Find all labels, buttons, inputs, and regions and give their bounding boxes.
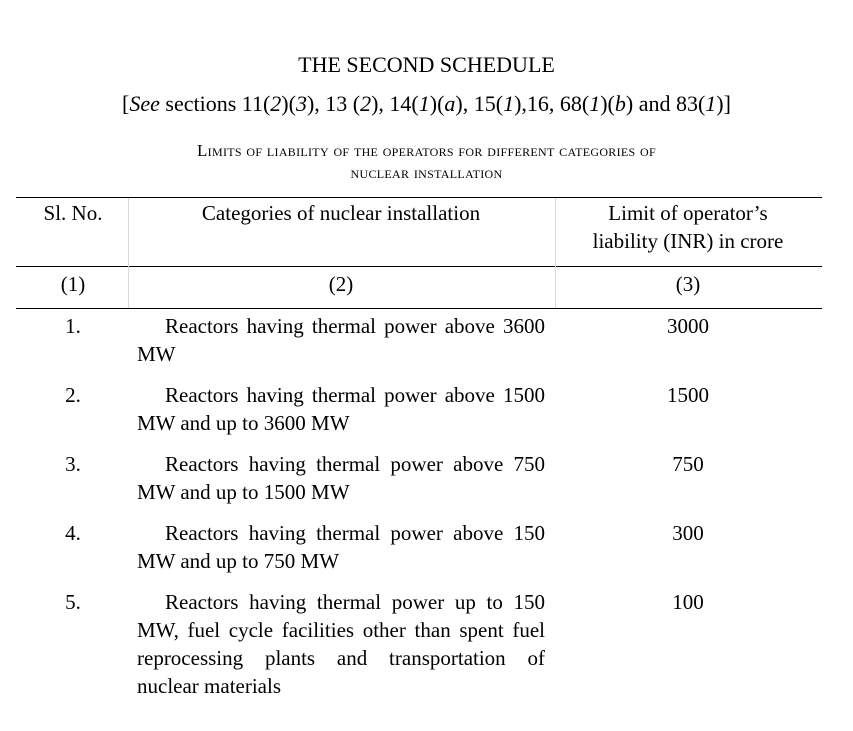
row-1-number: 1. <box>65 314 81 338</box>
table-heading-line-1: Limits of liability of the operators for different categories of <box>197 141 656 160</box>
table-heading-line-2: nuclear installation <box>350 163 503 182</box>
row-5-number: 5. <box>65 590 81 614</box>
table-top-rule <box>16 197 822 198</box>
col-number-1: (1) <box>60 272 86 296</box>
col-header-limit-line-1: Limit of operator’s <box>608 201 768 225</box>
row-2-limit: 1500 <box>667 383 709 407</box>
row-5-limit: 100 <box>672 590 704 614</box>
col-number-3: (3) <box>675 272 701 296</box>
header-bottom-rule <box>16 266 822 267</box>
col-number-2: (2) <box>328 272 354 296</box>
row-4-number: 4. <box>65 521 81 545</box>
row-4-limit: 300 <box>672 521 704 545</box>
col-header-limit <box>562 199 814 255</box>
row-3-limit: 750 <box>672 452 704 476</box>
schedule-title: THE SECOND SCHEDULE <box>298 52 555 77</box>
row-3-number: 3. <box>65 452 81 476</box>
column-divider-2 <box>555 198 556 308</box>
row-3-category: Reactors having thermal power above 750 MW and up to 1500 MW <box>137 452 545 504</box>
table-heading <box>80 140 773 184</box>
row-5-category: Reactors having thermal power up to 150 MW, fuel cycle facilities other than spent fuel reprocessing plants and transportation of nuclear materials <box>137 590 545 698</box>
column-divider-1 <box>128 198 129 308</box>
row-1-category: Reactors having thermal power above 3600 MW <box>137 314 545 366</box>
col-header-category: Categories of nuclear installation <box>201 201 481 225</box>
row-1-limit: 3000 <box>667 314 709 338</box>
col-header-limit-line-2: liability (INR) in crore <box>592 229 784 253</box>
column-numbers-rule <box>16 308 822 309</box>
col-header-sl-no: Sl. No. <box>43 201 103 225</box>
row-2-category: Reactors having thermal power above 1500 MW and up to 3600 MW <box>137 383 545 435</box>
section-references: [See sections 11(2)(3), 13 (2), 14(1)(a), 15(1),16, 68(1)(b) and 83(1)] <box>122 91 731 116</box>
row-2-number: 2. <box>65 383 81 407</box>
row-4-category: Reactors having thermal power above 150 MW and up to 750 MW <box>137 521 545 573</box>
